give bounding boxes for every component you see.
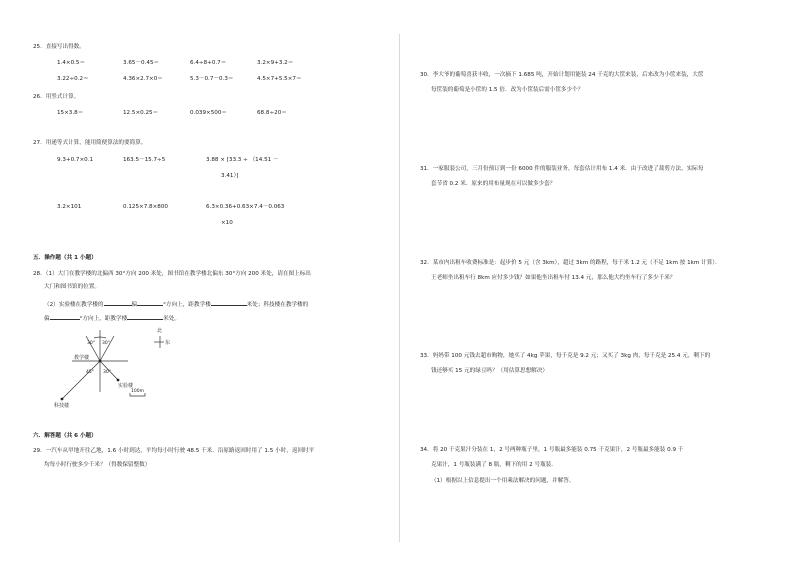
q32-line2: 王老师坐出租车行 8km 应付多少钱？如果他坐出租车付 13.4 元，那么他大约坐车行了多少千米？ (431, 275, 676, 281)
q29-line1: 29．一汽车从甲地开往乙地，1.6 小时到达，平均每小时行驶 48.5 千米．沿原路返回时用了 1.5 小时，返回时平 (33, 448, 315, 454)
q30-line1: 30．李大爷的葡萄喜获丰收，一次摘下 1.685 吨，开始计划用能装 24 千克的大筐来装，后来改为小筐来装，大筐 (420, 72, 704, 78)
q32-line1: 32．某市内出租车收费标准是：起步价 5 元（含 3km），超过 3km 的路程，每千米 1.2 元（不足 1km 按 1km 计算）． (420, 260, 721, 266)
q28-text: °方向上，距教学楼 (163, 302, 211, 308)
section-six-title: 六．解答题（共 6 小题） (33, 433, 97, 439)
lab-building-point (117, 379, 120, 382)
q33-line1: 33．妈妈带 100 元钱去超市购物，她买了 4kg 苹果，每千克是 9.2 元；又买了 3kg 肉，每千克是 25.4 元，剩下的 (420, 353, 711, 359)
q27-item: 6.3×0.36+0.63×7.4－0.063 (206, 204, 285, 210)
q27-item-continued: ×10 (221, 220, 233, 226)
q25-item: 4.36×2.7×0＝ (123, 76, 163, 82)
q28-text: 偏 (131, 302, 138, 308)
q34-line2: 克果汁，1 号瓶装满了 8 瓶，剩下的用 2 号瓶装． (431, 462, 557, 468)
q28-text: °方向上，距教学楼 (79, 316, 128, 322)
q34-line3: （1）根据以上信息提出一个用乘法解决的问题，并解答。 (431, 478, 575, 484)
q29-line2: 均每小时行驶多少千米？（得数保留整数） (44, 462, 151, 468)
q26-item: 0.039×500＝ (190, 110, 227, 116)
north-label: 北 (157, 328, 163, 334)
q30-line2: 每筐装的葡萄是小筐的 1.5 倍．改为小筐装后需小筐多少个？ (431, 87, 584, 93)
east-label: 东 (165, 340, 171, 346)
q26-item: 12.5×0.25＝ (123, 110, 159, 116)
q27-item: 9.3+0.7×0.1 (57, 157, 94, 163)
angle-label: 30° (87, 341, 95, 346)
section-five-title: 五．操作题（共 1 小题） (33, 255, 97, 261)
q28-line2: 大门和图书馆的位置。 (44, 284, 100, 290)
q25-item: 6.4÷8+0.7＝ (190, 60, 227, 66)
tech-building-point (61, 398, 64, 401)
q25-item: 1.4×0.5＝ (57, 60, 86, 66)
q27-item: 3.88 × [33.3 ÷ （14.51 － (206, 157, 279, 163)
scale-label: 100m (131, 389, 144, 394)
q33-line2: 钱还够买 15 元的绿豆吗？（用估算思想解决） (431, 368, 548, 374)
q27-item: 0.125×7.8×800 (123, 204, 168, 210)
angle-arc (94, 337, 100, 338)
teaching-building-label: 教学楼 (74, 355, 90, 361)
tech-building-label: 科技楼 (54, 403, 70, 409)
angle-arc (100, 337, 106, 338)
q28-text: 米处。 (163, 316, 180, 322)
q27-item: 3.2×101 (57, 204, 82, 210)
q34-line1: 34．将 20 千克果汁分装在 1，2 号两种瓶子里，1 号瓶最多能装 0.75 千克果汁，2 号瓶最多能装 0.9 千 (420, 447, 684, 453)
q25-title: 25．直接写出得数。 (33, 44, 85, 50)
q28-text: （2）实验楼在教学楼的 (44, 302, 104, 308)
bearing-line-south-west (62, 361, 100, 399)
teaching-building-point (99, 360, 102, 363)
q27-item-continued: 3.41）] (221, 173, 239, 179)
q26-item: 68.8÷20＝ (257, 110, 287, 116)
lab-building-label: 实验楼 (118, 383, 134, 389)
q26-title: 26．用竖式计算。 (33, 94, 80, 100)
q27-item: 163.5－15.7÷5 (123, 157, 166, 163)
q31-line2: 套节省 0.2 米．原来的用布量现在可以做多少套？ (431, 181, 556, 187)
q28-line1: 28．（1）大门在教学楼的北偏西 30°方向 200 米处，图书馆在教学楼北偏东 30°方向 200 米处，请在图上标出 (33, 271, 311, 277)
q25-item: 5.3－0.7－0.3＝ (190, 76, 234, 82)
q26-item: 15×3.8＝ (57, 110, 84, 116)
q28-text: 偏 (44, 316, 50, 322)
q25-item: 4.5×7+5.5×7＝ (257, 76, 302, 82)
angle-label: 45° (86, 370, 94, 375)
q28-text: 米处；科技楼在教学楼的 (246, 302, 309, 308)
q25-item: 3.65－0.45＝ (123, 60, 160, 66)
angle-label: 30° (103, 370, 111, 375)
q31-line1: 31．一家服装公司，三月份预订到一份 6000 件的服装业务，每套估计用布 1.4 米．由于改进了裁剪方法，实际每 (420, 166, 704, 172)
q25-item: 3.2×9+3.2＝ (257, 60, 294, 66)
angle-label: 30° (102, 341, 110, 346)
bearing-line-north-east (100, 336, 114, 361)
q25-item: 3.22÷0.2＝ (57, 76, 89, 82)
q27-title: 27．用递等式计算，能用简便算法的要简算。 (33, 140, 147, 146)
